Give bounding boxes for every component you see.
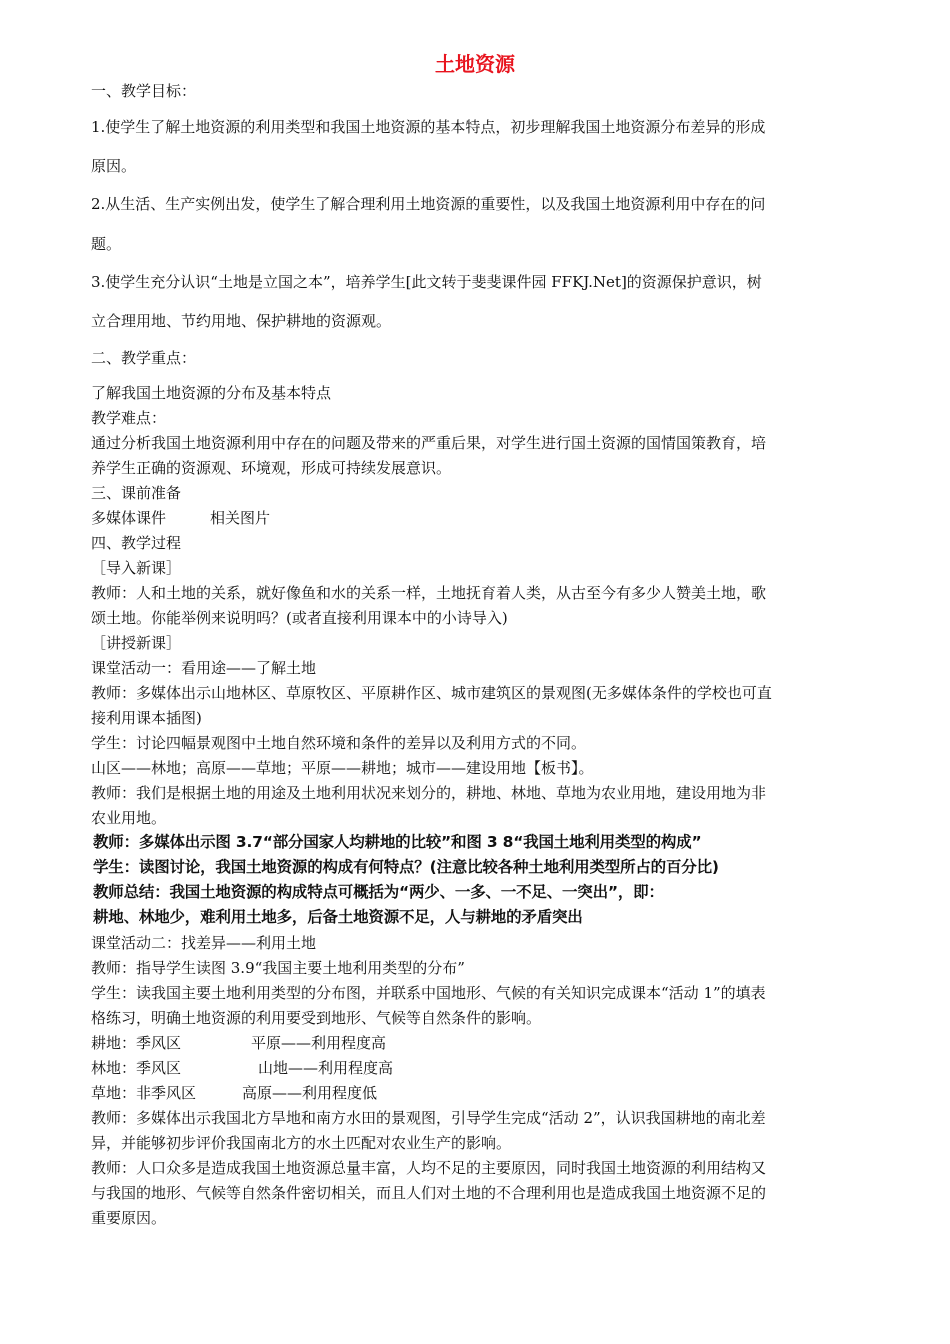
intro-line-2: 颂土地。你能举例来说明吗？(或者直接利用课本中的小诗导入) — [91, 609, 508, 627]
objective-1-line-2: 原因。 — [91, 157, 137, 175]
teacher-4-line-1: 教师：多媒体出示我国北方旱地和南方水田的景观图，引导学生完成“活动 2”，认识我国耕地的南北差 — [91, 1109, 766, 1127]
land-row-cultivated — [91, 1033, 386, 1053]
teacher-4-line-2: 异，并能够初步评价我国南北方的水土匹配对农业生产的影响。 — [91, 1134, 512, 1152]
intro-line-1: 教师：人和土地的关系，就好像鱼和水的关系一样，土地抚育着人类，从古至今有多少人赞美土地，歌 — [91, 584, 767, 602]
land-row-forest-region: 林地：季风区 — [91, 1059, 182, 1077]
student-2-line-2: 格练习，明确土地资源的利用要受到地形、气候等自然条件的影响。 — [91, 1009, 542, 1027]
student-2-line-1: 学生：读我国主要土地利用类型的分布图，并联系中国地形、气候的有关知识完成课本“活动 1”的填表 — [91, 984, 766, 1002]
teacher-3: 教师：指导学生读图 3.9“我国主要土地利用类型的分布” — [91, 959, 465, 977]
lecture-tag: ［讲授新课］ — [91, 634, 182, 652]
key-points-heading: 二、教学重点： — [91, 349, 197, 367]
land-row-grassland-usage: 高原——利用程度低 — [242, 1084, 378, 1102]
difficulties-heading: 教学难点： — [91, 409, 167, 427]
board-note: 山区——林地；高原——草地；平原——耕地；城市——建设用地【板书】。 — [91, 759, 594, 777]
land-row-grassland-region: 草地：非季风区 — [91, 1084, 197, 1102]
difficulties-line-1: 通过分析我国土地资源利用中存在的问题及带来的严重后果，对学生进行国土资源的国情国策教育，培 — [91, 434, 767, 452]
document-title: 土地资源 — [435, 52, 515, 76]
bold-student-discussion: 学生：读图讨论，我国土地资源的构成有何特点？(注意比较各种土地利用类型所占的百分比) — [93, 858, 719, 876]
teacher-5-line-3: 重要原因。 — [91, 1209, 167, 1227]
land-row-forest-usage: 山地——利用程度高 — [258, 1059, 394, 1077]
student-1: 学生：讨论四幅景观图中土地自然环境和条件的差异以及利用方式的不同。 — [91, 734, 587, 752]
difficulties-line-2: 养学生正确的资源观、环境观，形成可持续发展意识。 — [91, 459, 452, 477]
objective-3-line-2: 立合理用地、节约用地、保护耕地的资源观。 — [91, 312, 392, 330]
activity-2-heading: 课堂活动二：找差异——利用土地 — [91, 934, 317, 952]
objectives-heading: 一、教学目标： — [91, 82, 197, 100]
activity-1-heading: 课堂活动一：看用途——了解土地 — [91, 659, 317, 677]
objective-3-line-1: 3.使学生充分认识“土地是立国之本”，培养学生[此文转于斐斐课件园 FFKJ.Net]的资源保护意识，树 — [91, 273, 762, 291]
teacher-2-line-1: 教师：我们是根据土地的用途及土地利用状况来划分的，耕地、林地、草地为农业用地，建设用地为非 — [91, 784, 767, 802]
land-row-cultivated-usage: 平原——利用程度高 — [251, 1034, 387, 1052]
key-points-text: 了解我国土地资源的分布及基本特点 — [91, 384, 332, 402]
prep-heading: 三、课前准备 — [91, 484, 182, 502]
teacher-5-line-2: 与我国的地形、气候等自然条件密切相关，而且人们对土地的不合理利用也是造成我国土地资源不足的 — [91, 1184, 767, 1202]
teacher-5-line-1: 教师：人口众多是造成我国土地资源总量丰富，人均不足的主要原因，同时我国土地资源的利用结构又 — [91, 1159, 767, 1177]
teacher-1-line-2: 接利用课本插图) — [91, 709, 202, 727]
prep-item-pictures: 相关图片 — [210, 509, 271, 527]
bold-teacher-figures: 教师：多媒体出示图 3.7“部分国家人均耕地的比较”和图 3 8“我国土地利用类型的构成” — [93, 833, 702, 851]
prep-item-multimedia: 多媒体课件 — [91, 509, 167, 527]
bold-teacher-summary: 教师总结：我国土地资源的构成特点可概括为“两少、一多、一不足、一突出”，即： — [93, 883, 664, 901]
teacher-1-line-1: 教师：多媒体出示山地林区、草原牧区、平原耕作区、城市建筑区的景观图(无多媒体条件的学校也可直 — [91, 684, 772, 702]
intro-tag: ［导入新课］ — [91, 559, 182, 577]
land-row-forest — [91, 1058, 393, 1078]
teacher-2-line-2: 农业用地。 — [91, 809, 167, 827]
process-heading: 四、教学过程 — [91, 534, 182, 552]
bold-summary-conclusion: 耕地、林地少，难利用土地多，后备土地资源不足，人与耕地的矛盾突出 — [93, 908, 583, 926]
objective-2-line-2: 题。 — [91, 235, 122, 253]
land-row-grassland — [91, 1083, 377, 1103]
objective-2-line-1: 2.从生活、生产实例出发，使学生了解合理利用土地资源的重要性，以及我国土地资源利用中存在的问 — [91, 195, 766, 213]
prep-items — [91, 508, 270, 528]
land-row-cultivated-region: 耕地：季风区 — [91, 1034, 182, 1052]
objective-1-line-1: 1.使学生了解土地资源的利用类型和我国土地资源的基本特点，初步理解我国土地资源分布差异的形成 — [91, 118, 766, 136]
